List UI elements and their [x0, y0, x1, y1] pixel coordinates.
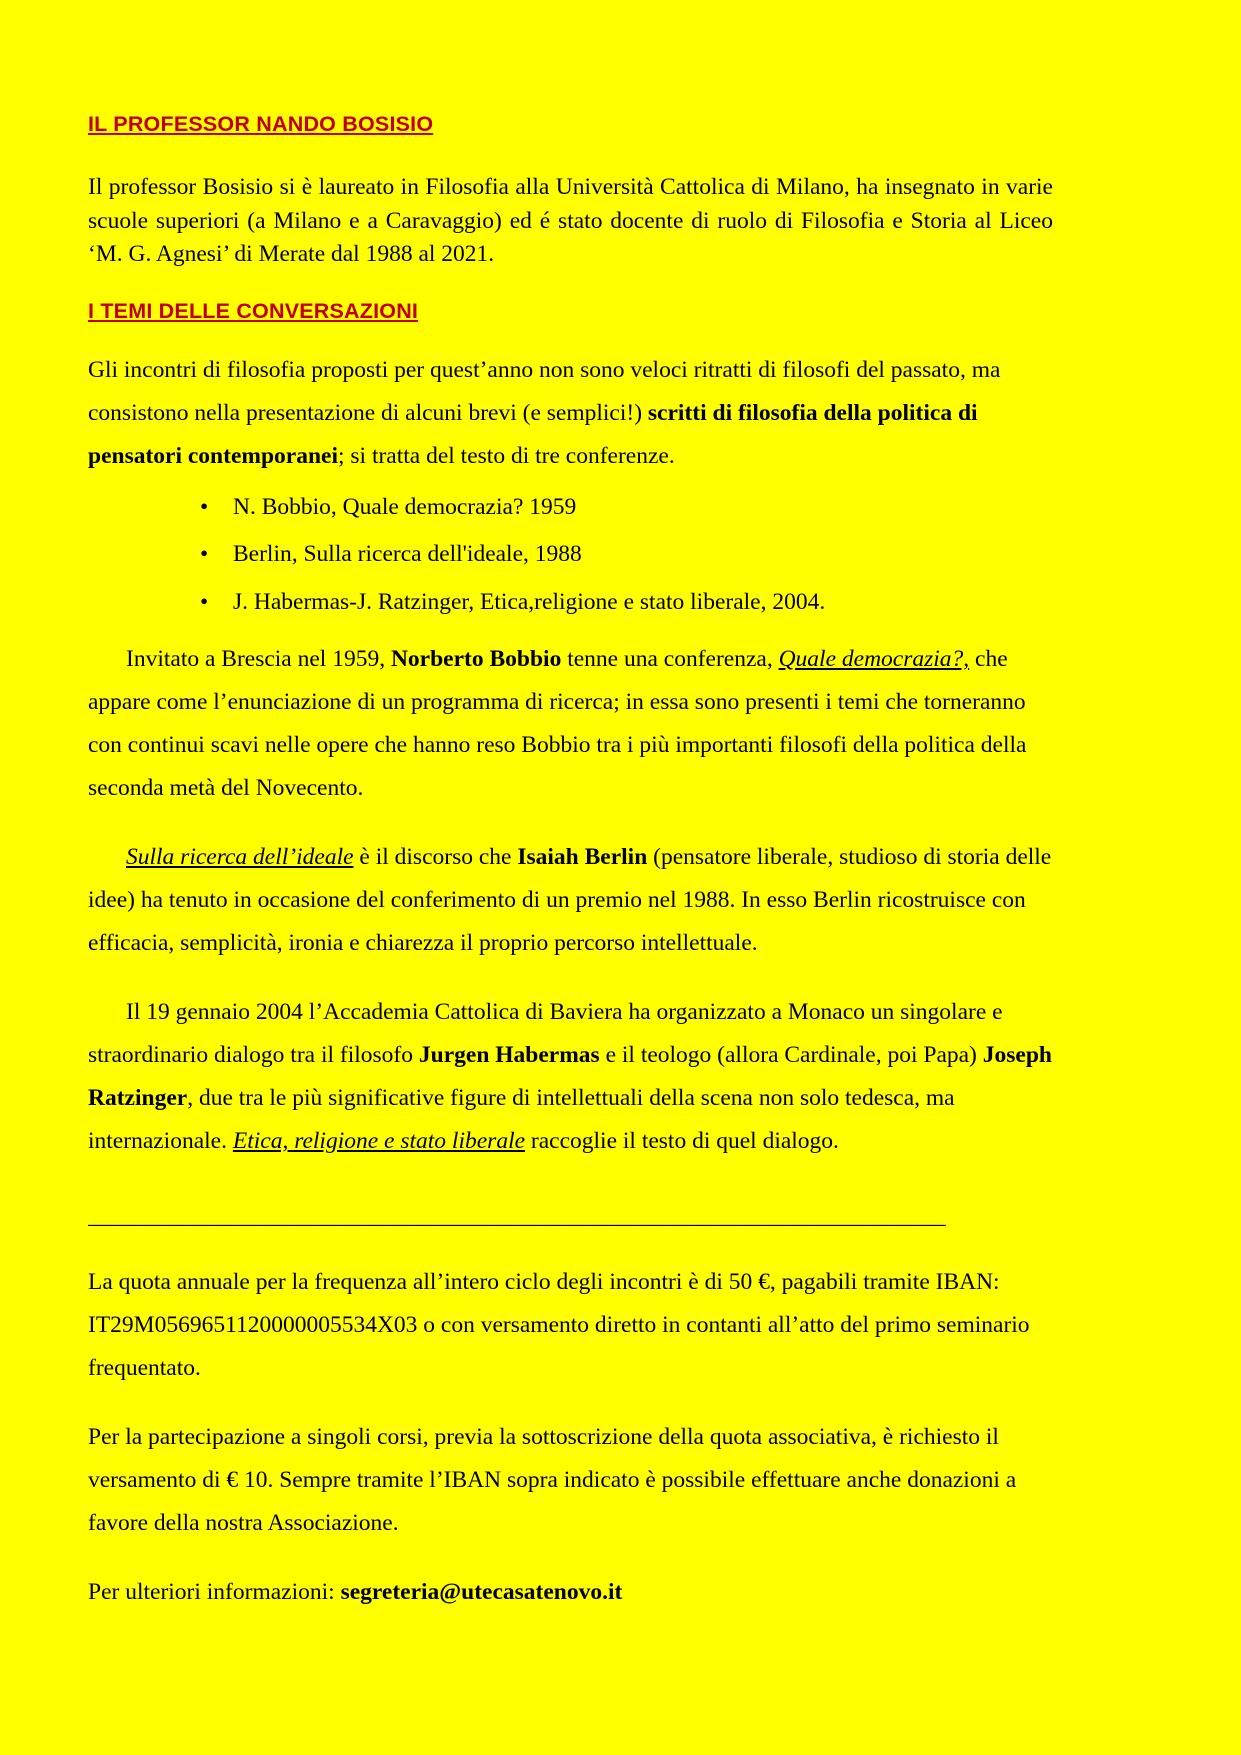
habermas-text-3: , due tra le più significative figure di intellettuali della scena non solo tedesca, ma internazionale. [88, 1085, 955, 1155]
habermas-author-name: Jurgen Habermas [418, 1042, 600, 1069]
spacer [88, 137, 1053, 171]
contact-email[interactable]: segreteria@utecasatenovo.it [340, 1579, 623, 1606]
bullet-icon: • [200, 493, 209, 520]
habermas-paragraph [88, 991, 1053, 1163]
spacer [88, 271, 1053, 299]
bobbio-text-1: Invitato a Brescia nel 1959, [126, 646, 391, 673]
heading-temi: I TEMI DELLE CONVERSAZIONI [88, 299, 419, 324]
temi-text-part2: ; si tratta del testo di tre conferenze. [338, 442, 675, 469]
ratzinger-author-name: Joseph Ratzinger [88, 1042, 1052, 1112]
bobbio-text-3: che appare come l’enunciazione di un programma di ricerca; in essa sono presenti i temi che torneranno con continui scavi nelle opere che hanno reso Bobbio tra i più importanti filosofi della politica della seconda metà del Novecento. [88, 646, 1027, 802]
contact-label: Per ulteriori informazioni: [88, 1579, 341, 1606]
habermas-text-2: e il teologo (allora Cardinale, poi Papa) [599, 1042, 983, 1069]
bobbio-work-title: Quale democrazia?, [778, 646, 970, 673]
list-item [88, 588, 1053, 615]
contact-paragraph [88, 1571, 1053, 1614]
habermas-text-4: raccoglie il testo di quel dialogo. [525, 1128, 839, 1155]
berlin-text-1: è il discorso che [353, 844, 518, 871]
payment-singoli-paragraph: Per la partecipazione a singoli corsi, previa la sottoscrizione della quota associativa, è richiesto il versamento di € 10. Sempre tramite l’IBAN sopra indicato è possibile effettuare anche donazioni a favore della nostra Associazione. [88, 1424, 1017, 1537]
bullet-icon: • [200, 588, 209, 615]
intro-paragraph: Il professor Bosisio si è laureato in Filosofia alla Università Cattolica di Milano, ha insegnato in varie scuole superiori (a Milano e a Caravaggio) ed é stato docente di ruolo di Filosofia e Storia al Liceo ‘M. G. Agnesi’ di Merate dal 1988 al 2021. [88, 174, 1053, 268]
reference-text: J. Habermas-J. Ratzinger, Etica,religione e stato liberale, 2004. [233, 588, 826, 615]
payment-block [88, 1261, 1053, 1614]
reference-text: Berlin, Sulla ricerca dell'ideale, 1988 [233, 541, 582, 568]
reference-list [88, 493, 1053, 615]
temi-paragraph [88, 349, 1053, 478]
habermas-text-1: Il 19 gennaio 2004 l’Accademia Cattolica di Baviera ha organizzato a Monaco un singolare e straordinario dialogo tra il filosofo [88, 999, 1003, 1069]
bobbio-paragraph [88, 638, 1053, 810]
temi-text-part1: Gli incontri di filosofia proposti per quest’anno non sono veloci ritratti di filosofi del passato, ma consistono nella presentazione di alcuni brevi (e semplici!) [88, 356, 1001, 426]
berlin-paragraph [88, 836, 1053, 965]
list-item [88, 543, 1053, 567]
section-divider: _________________________________________________________________________ [88, 1205, 946, 1228]
payment-quota-paragraph: La quota annuale per la frequenza all’intero ciclo degli incontri è di 50 €, pagabili tramite IBAN: IT29M0569651120000005534X03 o con versamento diretto in contanti all’atto del primo seminario frequentato. [88, 1269, 1030, 1382]
spacer [88, 325, 1053, 349]
berlin-text-2: (pensatore liberale, studioso di storia delle idee) ha tenuto in occasione del conferimento di un premio nel 1988. In esso Berlin ricostruisce con efficacia, semplicità, ironia e chiarezza il proprio percorso intellettuale. [88, 844, 1052, 957]
berlin-work-title: Sulla ricerca dell’ideale [126, 844, 354, 871]
heading-professor: IL PROFESSOR NANDO BOSISIO [88, 112, 434, 136]
reference-text: N. Bobbio, Quale democrazia? 1959 [233, 493, 577, 520]
temi-bold-phrase: scritti di filosofia della politica di pensatori contemporanei [88, 399, 978, 469]
list-item [88, 493, 1053, 520]
bullet-icon: • [200, 541, 209, 568]
habermas-work-title: Etica, religione e stato liberale [232, 1128, 526, 1155]
bobbio-author-name: Norberto Bobbio [390, 646, 562, 673]
berlin-author-name: Isaiah Berlin [517, 844, 648, 871]
bobbio-text-2: tenne una conferenza, [561, 646, 779, 673]
document-content [88, 112, 1053, 1614]
